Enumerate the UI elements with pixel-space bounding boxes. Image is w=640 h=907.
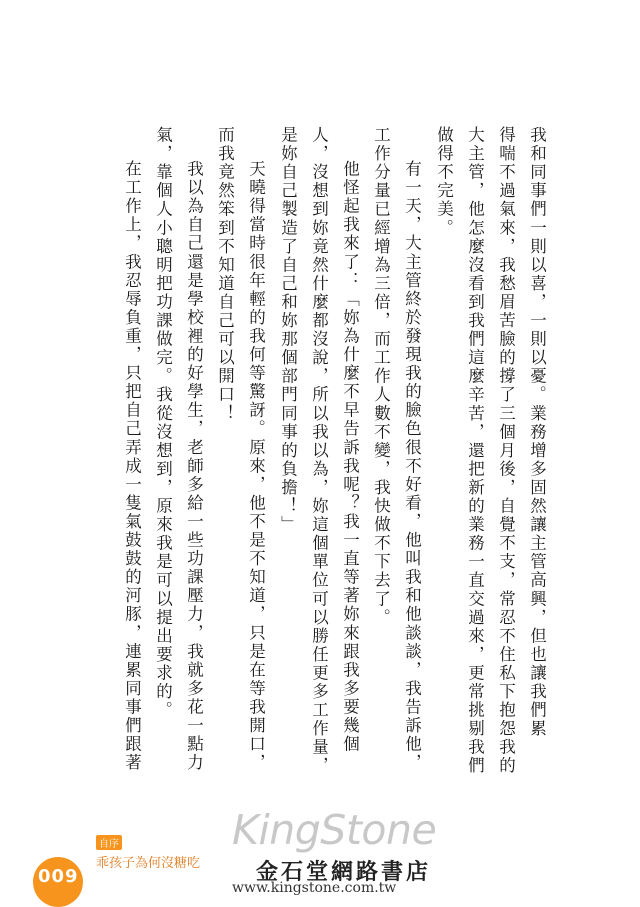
text-column: 而我竟然笨到不知道自己可以開口！ <box>215 126 235 423</box>
text-column: 人，沒想到妳竟然什麼都沒說，所以我以為，妳這個單位可以勝任更多工作量， <box>309 126 329 776</box>
text-column: 在工作上，我忍辱負重，只把自己弄成一隻氣鼓鼓的河豚，連累同事們跟著 <box>122 160 142 773</box>
text-column: 我以為自己還是學校裡的好學生，老師多給一些功課壓力，我就多花一點力 <box>184 160 204 773</box>
chapter-header <box>96 835 200 871</box>
text-column: 大主管，他怎麼沒看到我們這麼辛苦，還把新的業務一直交過來，更常挑剔我們 <box>465 126 485 776</box>
text-column: 是妳自己製造了自己和妳那個部門同事的負擔！」 <box>278 126 298 535</box>
kingstone-watermark-logo: KingStone <box>232 806 437 854</box>
chapter-tag: 自序 <box>96 835 122 850</box>
text-column: 工作分量已經增為三倍，而工作人數不變，我快做不下去了。 <box>371 126 391 627</box>
page-number: 009 <box>38 866 79 887</box>
text-column: 有一天，大主管終於發現我的臉色很不好看，他叫我和他談談，我告訴他， <box>402 160 422 773</box>
watermark-url: www.kingstone.com.tw <box>232 880 397 896</box>
text-column: 天曉得當時很年輕的我何等驚訝。原來，他不是不知道，只是在等我開口， <box>246 160 266 773</box>
text-column: 我和同事們一則以喜，一則以憂。業務增多固然讓主管高興，但也讓我們累 <box>527 126 547 739</box>
text-column: 他怪起我來了：「妳為什麼不早告訴我呢？我一直等著妳來跟我多要幾個 <box>340 160 360 754</box>
watermark-store-name: 金石堂網路書店 <box>256 859 432 885</box>
text-column: 做得不完美。 <box>434 126 454 238</box>
text-column: 得喘不過氣來，我愁眉苦臉的撐了三個月後，自覺不支，常忍不住私下抱怨我的 <box>496 126 516 776</box>
text-column: 氣，靠個人小聰明把功課做完。我從沒想到，原來我是可以提出要求的。 <box>153 126 173 720</box>
chapter-title: 乖孩子為何沒糖吃 <box>96 856 201 871</box>
